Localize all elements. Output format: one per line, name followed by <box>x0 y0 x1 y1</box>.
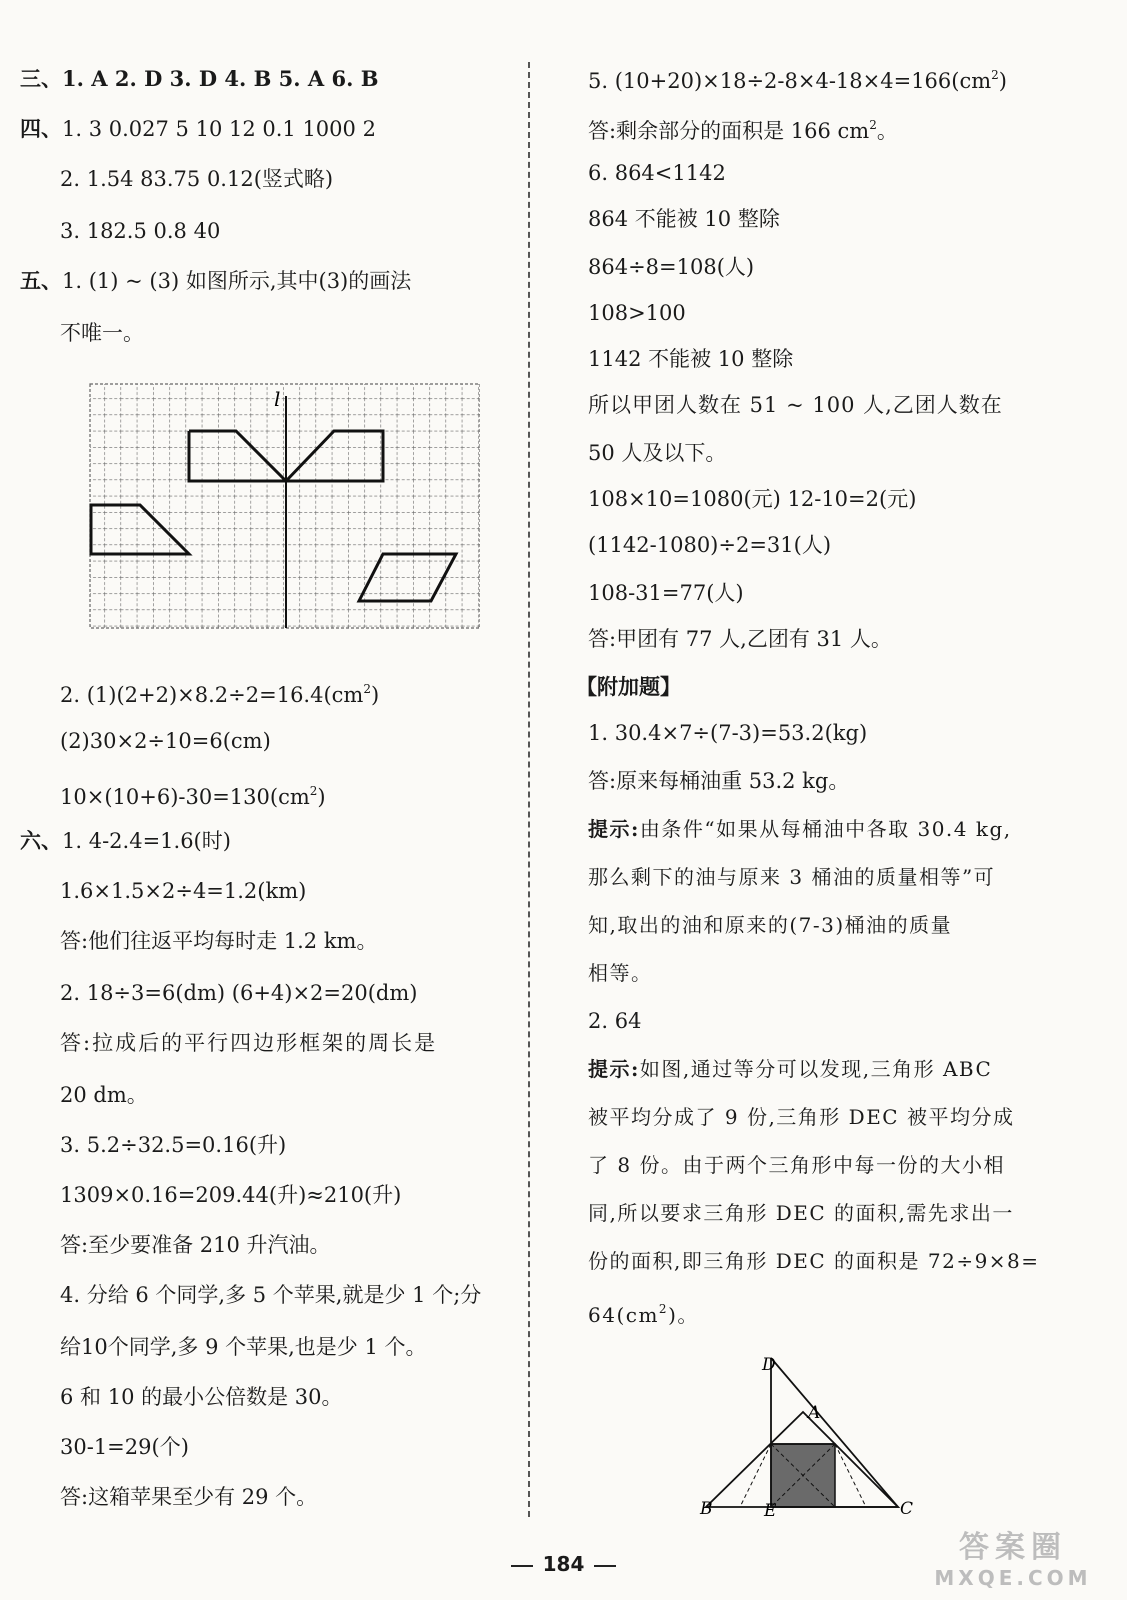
section-5-q2-2: (2)30×2÷10=6(cm) <box>60 729 271 753</box>
triangle-figure <box>698 1356 918 1516</box>
q6-line2: 864 不能被 10 整除 <box>588 207 780 231</box>
section-5-q1-cont: 不唯一。 <box>60 321 144 345</box>
section-5-q2-1: 2. $(1)(2+2)\times 8.2\div 2=16.4(cm^2)$ <box>60 682 380 707</box>
q6-line7: 50 人及以下。 <box>588 441 727 465</box>
column-divider <box>528 62 530 1517</box>
section-6-q2-3: 20 dm。 <box>60 1083 148 1107</box>
q6-line4: 108>100 <box>588 301 686 325</box>
q6-line5: 1142 不能被 10 整除 <box>588 347 794 371</box>
q6-line8: 108×10=1080(元) 12-10=2(元) <box>588 487 917 511</box>
bonus-q1-answer: 答:原来每桶油重 53.2 kg。 <box>588 769 850 793</box>
section-3-answers: 三、1. A 2. D 3. D 4. B 5. A 6. B <box>20 66 379 91</box>
section-6-q3-1: 3. 5.2÷32.5=0.16(升) <box>60 1133 287 1157</box>
section-6-q1-1: 六、1. 4-2.4=1.6(时) <box>20 828 231 853</box>
section-6-q3-3: 答:至少要准备 210 升汽油。 <box>60 1233 331 1257</box>
bonus-q1-hint-1: 提示:由条件“如果从每桶油中各取 30.4 kg, <box>588 817 1012 841</box>
section-6-q2-1: 2. 18÷3=6(dm) (6+4)×2=20(dm) <box>60 981 418 1005</box>
svg-text:D: D <box>762 1356 776 1375</box>
section-6-q4-5: 答:这箱苹果至少有 29 个。 <box>60 1485 318 1509</box>
section-6-q4-1: 4. 分给 6 个同学,多 5 个苹果,就是少 1 个;分 <box>60 1283 482 1307</box>
q6-line3: 864÷8=108(人) <box>588 255 755 279</box>
q5-answer: 答:剩余部分的面积是 166 $cm^2$。 <box>588 118 898 143</box>
section-6-q1-2: 1.6×1.5×2÷4=1.2(km) <box>60 879 307 903</box>
q6-answer: 答:甲团有 77 人,乙团有 31 人。 <box>588 627 892 651</box>
svg-text:B: B <box>700 1499 713 1516</box>
bonus-q2-hint-5: 份的面积,即三角形 DEC 的面积是 72÷9×8= <box>588 1249 1040 1273</box>
q6-line10: 108-31=77(人) <box>588 581 744 605</box>
q6-line9: (1142-1080)÷2=31(人) <box>588 533 832 557</box>
bonus-q2-hint-6: $64(cm^2)$。 <box>588 1302 699 1327</box>
bonus-q1: 1. 30.4×7÷(7-3)=53.2(kg) <box>588 721 868 745</box>
bonus-q1-hint-4: 相等。 <box>588 961 653 985</box>
section-6-q1-3: 答:他们往返平均每时走 1.2 km。 <box>60 929 378 953</box>
bonus-q2-hint-4: 同,所以要求三角形 DEC 的面积,需先求出一 <box>588 1201 1014 1225</box>
section-6-q2-2: 答:拉成后的平行四边形框架的周长是 <box>60 1031 438 1055</box>
section-6-q4-2: 给10个同学,多 9 个苹果,也是少 1 个。 <box>60 1335 427 1359</box>
q5-line1: 5. $(10+20)\times 18\div 2-8\times 4-18\times 4=166(cm^2)$ <box>588 68 1007 93</box>
section-4-q2: 2. 1.54 83.75 0.12(竖式略) <box>60 167 334 191</box>
bonus-q2-hint-2: 被平均分成了 9 份,三角形 DEC 被平均分成 <box>588 1105 1015 1129</box>
svg-text:C: C <box>900 1499 914 1516</box>
bonus-q1-hint-3: 知,取出的油和原来的(7-3)桶油的质量 <box>588 913 953 937</box>
section-6-q3-2: 1309×0.16=209.44(升)≈210(升) <box>60 1183 402 1207</box>
q6-line6: 所以甲团人数在 51 ~ 100 人,乙团人数在 <box>588 393 1003 417</box>
section-6-q4-3: 6 和 10 的最小公倍数是 30。 <box>60 1385 343 1409</box>
bonus-q2-hint-3: 了 8 份。由于两个三角形中每一份的大小相 <box>588 1153 1005 1177</box>
section-6-q4-4: 30-1=29(个) <box>60 1435 189 1459</box>
page-number: 184 <box>0 1552 1127 1576</box>
section-4-q1: 四、1. 3 0.027 5 10 12 0.1 1000 2 <box>20 116 376 141</box>
bonus-q2-hint-1: 提示:如图,通过等分可以发现,三角形 ABC <box>588 1057 993 1081</box>
section-5-q2-3: $10\times(10+6)-30=130(cm^2)$ <box>60 784 326 809</box>
axis-label: l <box>274 387 281 411</box>
section-5-q1: 五、1. (1) ~ (3) 如图所示,其中(3)的画法 <box>20 268 412 293</box>
q6-line1: 6. 864<1142 <box>588 161 726 185</box>
bonus-q2: 2. 64 <box>588 1009 642 1033</box>
svg-text:A: A <box>808 1403 821 1423</box>
section-4-q3: 3. 182.5 0.8 40 <box>60 219 221 243</box>
bonus-heading: 【附加题】 <box>576 674 681 699</box>
bonus-q1-hint-2: 那么剩下的油与原来 3 桶油的质量相等”可 <box>588 865 996 889</box>
symmetry-grid-figure <box>88 382 480 632</box>
watermark-logo: 答案圈 MXQE.COM <box>934 1530 1092 1590</box>
svg-text:E: E <box>764 1501 777 1516</box>
